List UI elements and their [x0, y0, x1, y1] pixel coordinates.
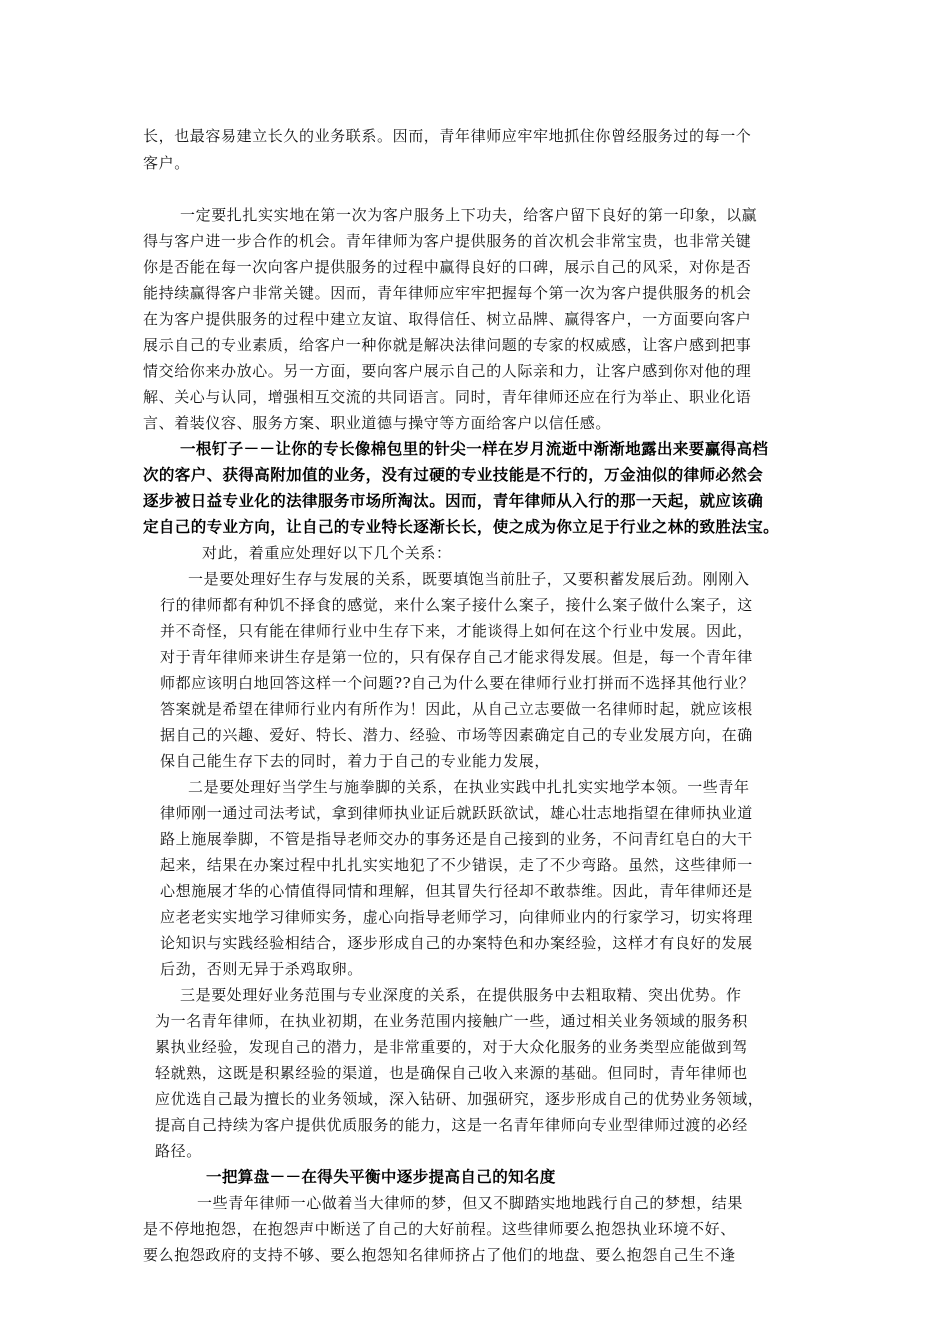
text-line: 应优选自己最为擅长的业务领域，深入钻研、加强研究，逐步形成自己的优势业务领域， — [155, 1090, 764, 1108]
text-line: 论知识与实践经验相结合，逐步形成自己的办案特色和办案经验，这样才有良好的发展 — [160, 934, 753, 952]
text-line: 心想施展才华的心情值得同情和理解，但其冒失行径却不敢恭维。因此，青年律师还是 — [160, 882, 753, 900]
text-line: 情交给你来办放心。另一方面，要向客户展示自己的人际亲和力，让客户感到你对他的理 — [143, 362, 752, 380]
text-line: 答案就是希望在律师行业内有所作为！因此，从自己立志要做一名律师时起，就应该根 — [160, 700, 753, 718]
text-line: 应老老实实地学习律师实务，虚心向指导老师学习，向律师业内的行家学习，切实将理 — [160, 908, 753, 926]
text-line: 并不奇怪，只有能在律师行业中生存下来，才能谈得上如何在这个行业中发展。因此， — [160, 622, 753, 640]
bold-text-line: 逐步被日益专业化的法律服务市场所淘汰。因而，青年律师从入行的那一天起，就应该确 — [143, 492, 764, 510]
text-line: 轻就熟，这既是积累经验的渠道，也是确保自己收入来源的基础。但同时，青年律师也 — [155, 1064, 748, 1082]
text-line: 路径。 — [155, 1142, 202, 1160]
text-line: 是不停地抱怨，在抱怨声中断送了自己的大好前程。这些律师要么抱怨执业环境不好、 — [143, 1220, 736, 1238]
text-line: 要么抱怨政府的支持不够、要么抱怨知名律师挤占了他们的地盘、要么抱怨自己生不逢 — [143, 1246, 736, 1264]
text-line: 对于青年律师来讲生存是第一位的，只有保存自己才能求得发展。但是，每一个青年律 — [160, 648, 753, 666]
text-line: 行的律师都有种饥不择食的感觉，来什么案子接什么案子，接什么案子做什么案子，这 — [160, 596, 753, 614]
text-line: 三是要处理好业务范围与专业深度的关系，在提供服务中去粗取精、突出优势。作 — [180, 986, 742, 1004]
text-line: 长，也最容易建立长久的业务联系。因而，青年律师应牢牢地抓住你曾经服务过的每一个 — [143, 127, 752, 145]
text-line: 路上施展拳脚，不管是指导老师交办的事务还是自己接到的业务，不问青红皂白的大干 — [160, 830, 753, 848]
section-heading: 一把算盘－－在得失平衡中逐步提高自己的知名度 — [206, 1168, 556, 1186]
text-line: 展示自己的专业素质，给客户一种你就是解决法律问题的专家的权威感，让客户感到把事 — [143, 336, 752, 354]
text-line: 一是要处理好生存与发展的关系，既要填饱当前肚子，又要积蓄发展后劲。刚刚入 — [188, 570, 750, 588]
bold-text-line: 次的客户、获得高附加值的业务，没有过硬的专业技能是不行的，万金油似的律师必然会 — [143, 466, 764, 484]
text-line: 一些青年律师一心做着当大律师的梦，但又不脚踏实地地践行自己的梦想，结果 — [197, 1194, 744, 1212]
text-line: 对此，着重应处理好以下几个关系： — [202, 544, 452, 562]
text-line: 为一名青年律师，在执业初期，在业务范围内接触广一些，通过相关业务领域的服务积 — [155, 1012, 748, 1030]
bold-heading-line: 一根钉子－－让你的专长像棉包里的针尖一样在岁月流逝中渐渐地露出来要赢得高档 — [180, 440, 769, 458]
text-line: 言、着装仪容、服务方案、职业道德与操守等方面给客户以信任感。 — [143, 414, 612, 432]
text-line: 师都应该明白地回答这样一个问题??自己为什么要在律师行业打拼而不选择其他行业？ — [160, 674, 755, 692]
text-line: 解、关心与认同，增强相互交流的共同语言。同时，青年律师还应在行为举止、职业化语 — [143, 388, 752, 406]
text-line: 二是要处理好当学生与施拳脚的关系，在执业实践中扎扎实实地学本领。一些青年 — [188, 778, 750, 796]
text-line: 后劲，否则无异于杀鸡取卵。 — [160, 960, 363, 978]
text-line: 据自己的兴趣、爱好、特长、潜力、经验、市场等因素确定自己的专业发展方向，在确 — [160, 726, 753, 744]
text-line: 客户。 — [143, 154, 190, 172]
text-line: 一定要扎扎实实地在第一次为客户服务上下功夫，给客户留下良好的第一印象，以赢 — [180, 206, 758, 224]
text-line: 得与客户进一步合作的机会。青年律师为客户提供服务的首次机会非常宝贵，也非常关键 — [143, 232, 752, 250]
bold-text-line: 定自己的专业方向，让自己的专业特长逐渐长长，使之成为你立足于行业之林的致胜法宝。 — [143, 518, 780, 536]
text-line: 提高自己持续为客户提供优质服务的能力，这是一名青年律师向专业型律师过渡的必经 — [155, 1116, 748, 1134]
text-line: 保自己能生存下去的同时，着力于自己的专业能力发展， — [160, 752, 551, 770]
text-line: 能持续赢得客户非常关键。因而，青年律师应牢牢把握每个第一次为客户提供服务的机会 — [143, 284, 752, 302]
text-line: 累执业经验，发现自己的潜力，是非常重要的，对于大众化服务的业务类型应能做到驾 — [155, 1038, 748, 1056]
text-line: 起来，结果在办案过程中扎扎实实地犯了不少错误，走了不少弯路。虽然，这些律师一 — [160, 856, 753, 874]
text-line: 你是否能在每一次向客户提供服务的过程中赢得良好的口碑，展示自己的风采，对你是否 — [143, 258, 752, 276]
text-line: 律师刚一通过司法考试，拿到律师执业证后就跃跃欲试，雄心壮志地指望在律师执业道 — [160, 804, 753, 822]
text-line: 在为客户提供服务的过程中建立友谊、取得信任、树立品牌、赢得客户，一方面要向客户 — [143, 310, 752, 328]
